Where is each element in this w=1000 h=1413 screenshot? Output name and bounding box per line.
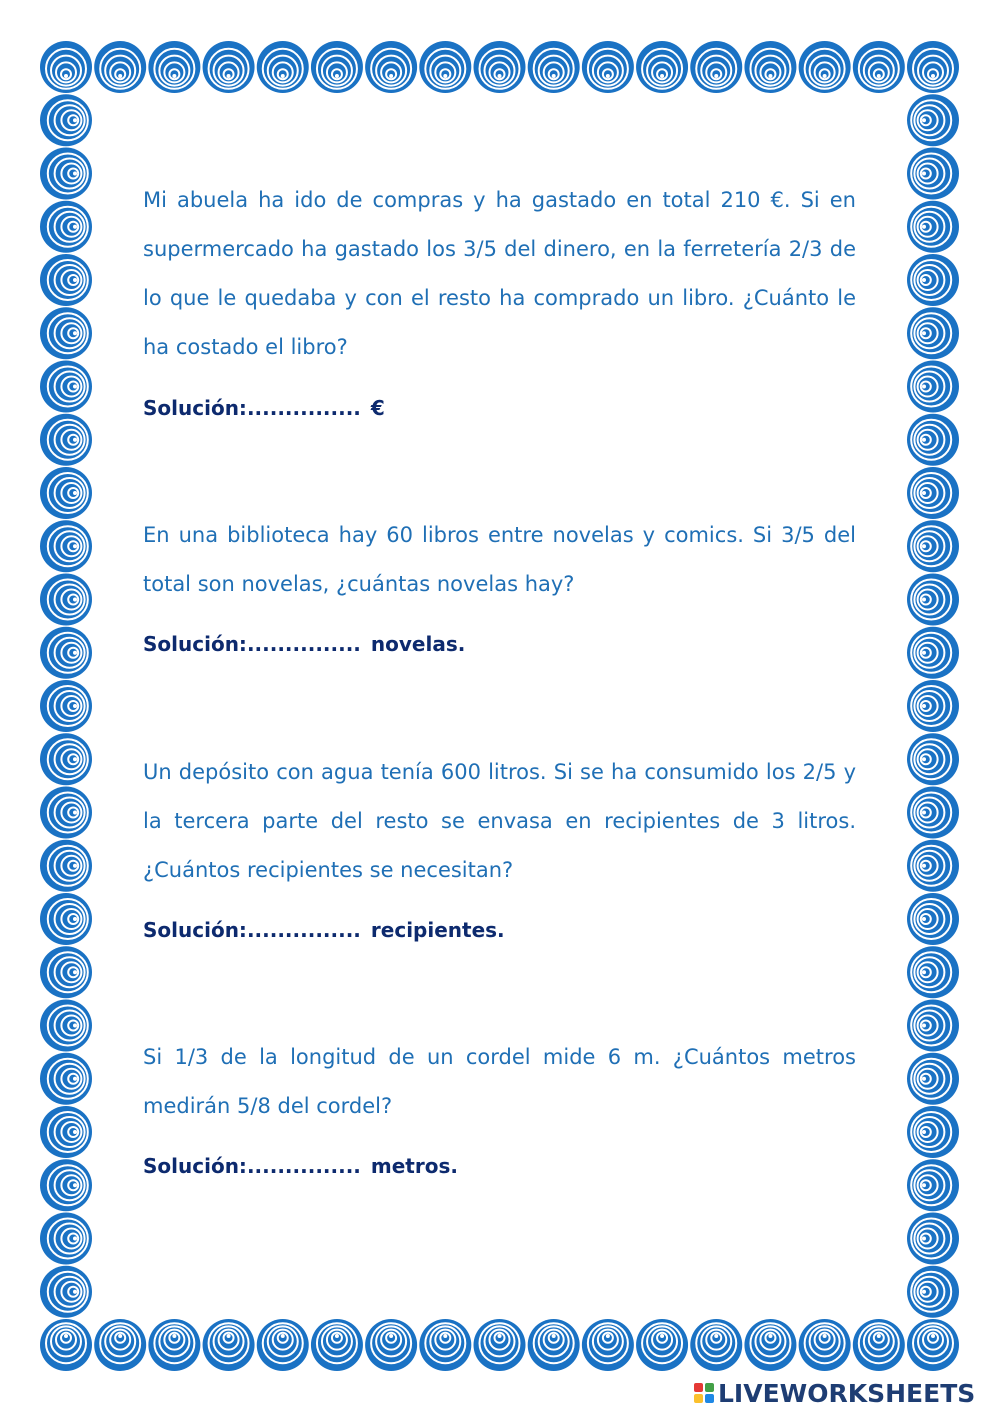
spiral-ornament: [907, 307, 959, 359]
spiral-ornament: [203, 1319, 255, 1371]
spiral-ornament: [419, 41, 471, 93]
spiral-ornament: [365, 41, 417, 93]
spiral-ornament: [257, 1319, 309, 1371]
spiral-ornament: [40, 787, 92, 839]
spiral-ornament: [528, 1319, 580, 1371]
spiral-ornament: [94, 41, 146, 93]
spiral-ornament: [853, 1319, 905, 1371]
spiral-ornament: [40, 307, 92, 359]
answer-blank[interactable]: ...............: [246, 632, 361, 656]
spiral-ornament: [40, 840, 92, 892]
spiral-ornament: [40, 148, 92, 200]
logo-square: [705, 1394, 714, 1403]
problem-1-text: Mi abuela ha ido de compras y ha gastado en total 210 €. Si en supermercado ha gastado los 3/5 del dinero, en la ferretería 2/3 de lo que le quedaba y con el resto ha comprado un libro. ¿Cuánto le ha costado el libro?: [143, 188, 856, 359]
spiral-ornament: [907, 1319, 959, 1371]
spiral-ornament: [40, 201, 92, 253]
answer-blank[interactable]: ...............: [246, 918, 361, 942]
spiral-ornament: [40, 414, 92, 466]
solution-label: Solución:: [143, 632, 247, 656]
spiral-ornament: [907, 893, 959, 945]
spiral-ornament: [40, 361, 92, 413]
problem-4-text: Si 1/3 de la longitud de un cordel mide 6 m. ¿Cuántos metros medirán 5/8 del cordel?: [143, 1045, 856, 1118]
spiral-ornament: [40, 680, 92, 732]
spiral-ornament: [907, 1266, 959, 1318]
spiral-ornament: [907, 1053, 959, 1105]
solution-label: Solución:: [143, 1154, 247, 1178]
spiral-ornament: [907, 1000, 959, 1052]
spiral-ornament: [907, 361, 959, 413]
spiral-ornament: [40, 893, 92, 945]
spiral-ornament: [582, 41, 634, 93]
solution-unit: metros.: [370, 1154, 458, 1178]
spiral-ornament: [474, 1319, 526, 1371]
spiral-ornament: [907, 201, 959, 253]
spiral-ornament: [40, 1213, 92, 1265]
spiral-ornament: [203, 41, 255, 93]
problem-1-solution: [143, 396, 856, 420]
spiral-ornament: [907, 680, 959, 732]
spiral-ornament: [799, 41, 851, 93]
spiral-ornament: [907, 840, 959, 892]
spiral-ornament: [148, 41, 200, 93]
spiral-ornament: [365, 1319, 417, 1371]
spiral-ornament: [40, 467, 92, 519]
spiral-ornament: [40, 1159, 92, 1211]
spiral-ornament: [257, 41, 309, 93]
spiral-ornament: [690, 41, 742, 93]
solution-unit: novelas.: [370, 632, 466, 656]
spiral-ornament: [40, 574, 92, 626]
spiral-ornament: [474, 41, 526, 93]
problem-3-solution: [143, 918, 856, 942]
spiral-ornament: [40, 1053, 92, 1105]
spiral-ornament: [744, 1319, 796, 1371]
problem-2-solution: [143, 632, 856, 656]
problem-3-text: Un depósito con agua tenía 600 litros. Si se ha consumido los 2/5 y la tercera parte del resto se envasa en recipientes de 3 litros. ¿Cuántos recipientes se necesitan?: [143, 760, 856, 882]
spiral-ornament: [636, 41, 688, 93]
solution-label: Solución:: [143, 396, 247, 420]
spiral-ornament: [40, 946, 92, 998]
spiral-ornament: [94, 1319, 146, 1371]
spiral-ornament: [690, 1319, 742, 1371]
spiral-ornament: [311, 1319, 363, 1371]
spiral-ornament: [40, 94, 92, 146]
spiral-ornament: [744, 41, 796, 93]
solution-label: Solución:: [143, 918, 247, 942]
spiral-ornament: [40, 1266, 92, 1318]
spiral-ornament: [148, 1319, 200, 1371]
logo-square: [694, 1394, 703, 1403]
spiral-ornament: [907, 414, 959, 466]
solution-unit: recipientes.: [370, 918, 505, 942]
spiral-ornament: [907, 627, 959, 679]
spiral-ornament: [528, 41, 580, 93]
spiral-ornament: [907, 1213, 959, 1265]
spiral-ornament: [907, 1106, 959, 1158]
spiral-ornament: [40, 1000, 92, 1052]
spiral-ornament: [907, 1159, 959, 1211]
spiral-ornament: [907, 148, 959, 200]
answer-blank[interactable]: ...............: [246, 396, 361, 420]
solution-unit: €: [370, 396, 385, 420]
liveworksheets-wordmark: LIVEWORKSHEETS: [718, 1378, 976, 1408]
spiral-ornament: [40, 254, 92, 306]
spiral-ornament: [907, 254, 959, 306]
spiral-ornament: [907, 946, 959, 998]
spiral-ornament: [582, 1319, 634, 1371]
spiral-ornament: [40, 41, 92, 93]
spiral-ornament: [419, 1319, 471, 1371]
spiral-ornament: [907, 733, 959, 785]
spiral-ornament: [40, 520, 92, 572]
spiral-ornament: [311, 41, 363, 93]
spiral-ornament: [907, 94, 959, 146]
liveworksheets-watermark: [694, 1378, 975, 1408]
spiral-ornament: [799, 1319, 851, 1371]
spiral-ornament: [40, 1106, 92, 1158]
answer-blank[interactable]: ...............: [246, 1154, 361, 1178]
spiral-ornament: [907, 520, 959, 572]
problem-4-solution: [143, 1154, 856, 1178]
liveworksheets-logo-icon: [694, 1383, 714, 1403]
logo-square: [694, 1383, 703, 1392]
spiral-ornament: [907, 574, 959, 626]
spiral-ornament: [40, 627, 92, 679]
spiral-ornament: [40, 1319, 92, 1371]
spiral-ornament: [907, 787, 959, 839]
spiral-ornament: [907, 467, 959, 519]
spiral-ornament: [853, 41, 905, 93]
spiral-ornament: [636, 1319, 688, 1371]
spiral-ornament: [907, 41, 959, 93]
problem-2-text: En una biblioteca hay 60 libros entre novelas y comics. Si 3/5 del total son novelas, ¿cuántas novelas hay?: [143, 523, 856, 596]
spiral-ornament: [40, 733, 92, 785]
logo-square: [705, 1383, 714, 1392]
